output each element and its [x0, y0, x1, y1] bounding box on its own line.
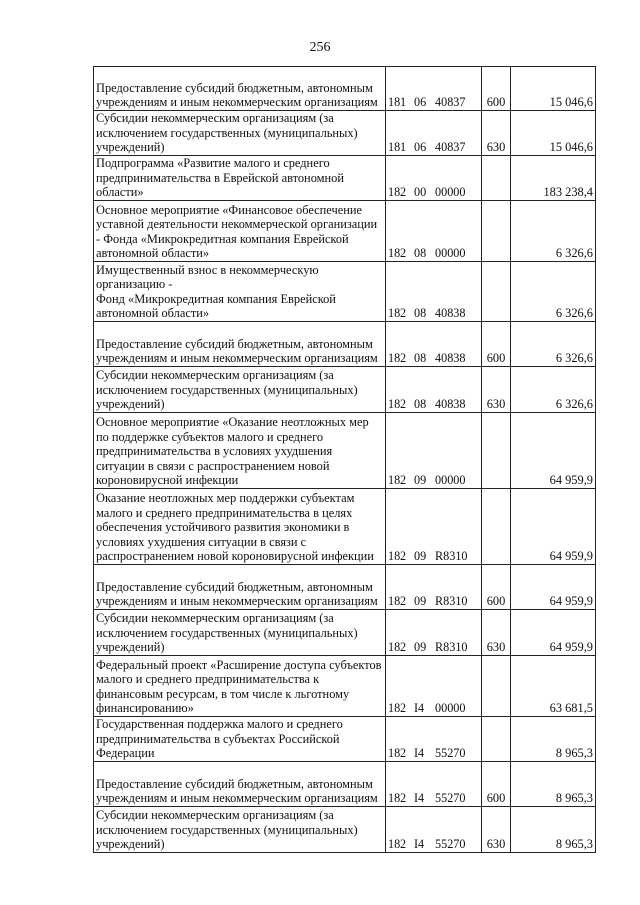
code-part: 55270 — [435, 837, 466, 852]
code-part: 08 — [414, 351, 427, 366]
code-part: 18 — [388, 549, 401, 564]
table-row — [94, 565, 596, 610]
row-name: Подпрограмма «Развитие малого и среднего предпринимательства в Еврейской автономной области» — [94, 156, 386, 201]
code-part: 09 — [414, 473, 427, 488]
code-part: 18 — [388, 791, 401, 806]
row-amount: 6 326,6 — [511, 367, 596, 413]
table-row — [94, 762, 596, 807]
table-row — [94, 201, 596, 262]
code-part: 18 — [388, 95, 401, 110]
code-part: I4 — [414, 837, 425, 852]
table-row — [94, 67, 596, 111]
code-part: 18 — [388, 351, 401, 366]
row-name: Предоставление субсидий бюджетным, автономным учреждениям и иным некоммерческим организациям — [94, 762, 386, 807]
row-expense-type — [482, 489, 511, 565]
row-code — [386, 322, 482, 367]
row-amount: 64 959,9 — [511, 610, 596, 656]
row-amount: 6 326,6 — [511, 262, 596, 322]
code-part: 2 — [400, 640, 407, 655]
row-code — [386, 367, 482, 413]
code-part: 00000 — [435, 185, 466, 200]
code-part: 2 — [400, 397, 407, 412]
code-part: 2 — [400, 549, 407, 564]
code-part: 09 — [414, 640, 427, 655]
code-part: 55270 — [435, 746, 466, 761]
row-code — [386, 807, 482, 853]
code-part: 00 — [414, 185, 427, 200]
code-part: 2 — [400, 837, 407, 852]
row-amount: 6 326,6 — [511, 201, 596, 262]
code-part: 18 — [388, 837, 401, 852]
row-name: Субсидии некоммерческим организациям (за исключением государственных (муниципальных) учреждений) — [94, 111, 386, 156]
row-code — [386, 717, 482, 762]
row-expense-type: 630 — [482, 111, 511, 156]
row-amount: 8 965,3 — [511, 717, 596, 762]
row-amount: 15 046,6 — [511, 111, 596, 156]
code-part: 2 — [400, 351, 407, 366]
row-code — [386, 67, 482, 111]
code-part: 08 — [414, 397, 427, 412]
code-part: 08 — [414, 306, 427, 321]
code-part: 2 — [400, 594, 407, 609]
code-part: 2 — [400, 746, 407, 761]
code-part: 00000 — [435, 473, 466, 488]
table-row — [94, 413, 596, 489]
table-row — [94, 322, 596, 367]
code-part: 18 — [388, 140, 401, 155]
row-amount: 64 959,9 — [511, 565, 596, 610]
row-expense-type: 630 — [482, 367, 511, 413]
table-row — [94, 156, 596, 201]
row-code — [386, 656, 482, 717]
code-part: 2 — [400, 185, 407, 200]
row-name: Федеральный проект «Расширение доступа субъектов малого и среднего предпринимательства к финансовым ресурсам, в том числе к льготному финансированию» — [94, 656, 386, 717]
budget-table-body — [94, 67, 596, 853]
code-part: 55270 — [435, 791, 466, 806]
code-part: 40837 — [435, 95, 466, 110]
row-name: Предоставление субсидий бюджетным, автономным учреждениям и иным некоммерческим организациям — [94, 322, 386, 367]
code-part: 00000 — [435, 246, 466, 261]
table-row — [94, 717, 596, 762]
row-name: Предоставление субсидий бюджетным, автономным учреждениям и иным некоммерческим организациям — [94, 565, 386, 610]
row-name: Государственная поддержка малого и среднего предпринимательства в субъектах Российской Федерации — [94, 717, 386, 762]
code-part: R8310 — [435, 549, 468, 564]
table-row — [94, 262, 596, 322]
row-expense-type — [482, 717, 511, 762]
page-number: 256 — [309, 40, 331, 55]
row-name: Субсидии некоммерческим организациям (за исключением государственных (муниципальных) учреждений) — [94, 610, 386, 656]
budget-table — [93, 66, 596, 853]
row-code — [386, 262, 482, 322]
code-part: 09 — [414, 594, 427, 609]
code-part: 2 — [400, 306, 407, 321]
code-part: 09 — [414, 549, 427, 564]
code-part: 2 — [400, 473, 407, 488]
row-expense-type — [482, 262, 511, 322]
row-amount: 6 326,6 — [511, 322, 596, 367]
code-part: 2 — [400, 246, 407, 261]
code-part: I4 — [414, 701, 425, 716]
code-part: 2 — [400, 701, 407, 716]
code-part: 1 — [400, 95, 407, 110]
code-part: 00000 — [435, 701, 466, 716]
code-part: 06 — [414, 140, 427, 155]
table-row — [94, 489, 596, 565]
code-part: 40838 — [435, 306, 466, 321]
row-amount: 183 238,4 — [511, 156, 596, 201]
code-part: 06 — [414, 95, 427, 110]
table-row — [94, 656, 596, 717]
code-part: 18 — [388, 246, 401, 261]
row-code — [386, 762, 482, 807]
row-code — [386, 201, 482, 262]
row-code — [386, 610, 482, 656]
row-code — [386, 111, 482, 156]
table-row — [94, 610, 596, 656]
row-name: Имущественный взнос в некоммерческую организацию - Фонд «Микрокредитная компания Еврейской автономной области» — [94, 262, 386, 322]
row-amount: 8 965,3 — [511, 762, 596, 807]
code-part: R8310 — [435, 640, 468, 655]
code-part: I4 — [414, 791, 425, 806]
code-part: 08 — [414, 246, 427, 261]
row-name: Субсидии некоммерческим организациям (за исключением государственных (муниципальных) учреждений) — [94, 367, 386, 413]
row-expense-type — [482, 156, 511, 201]
row-expense-type: 600 — [482, 762, 511, 807]
row-code — [386, 156, 482, 201]
code-part: I4 — [414, 746, 425, 761]
code-part: R8310 — [435, 594, 468, 609]
row-expense-type: 600 — [482, 322, 511, 367]
code-part: 18 — [388, 473, 401, 488]
code-part: 40837 — [435, 140, 466, 155]
table-row — [94, 111, 596, 156]
row-code — [386, 413, 482, 489]
row-name: Основное мероприятие «Оказание неотложных мер по поддержке субъектов малого и среднего предпринимательства в условиях ухудшения ситуации в связи с распространением новой короновирусной инфекции — [94, 413, 386, 489]
code-part: 40838 — [435, 397, 466, 412]
row-expense-type — [482, 656, 511, 717]
row-name: Субсидии некоммерческим организациям (за исключением государственных (муниципальных) учреждений) — [94, 807, 386, 853]
row-expense-type: 600 — [482, 565, 511, 610]
code-part: 18 — [388, 746, 401, 761]
row-name: Оказание неотложных мер поддержки субъектам малого и среднего предпринимательства в целях обеспечения устойчивого развития экономики в условиях ухудшения ситуации в связи с распространением новой короновирусной инфекции — [94, 489, 386, 565]
code-part: 1 — [400, 140, 407, 155]
row-expense-type: 600 — [482, 67, 511, 111]
row-amount: 8 965,3 — [511, 807, 596, 853]
code-part: 18 — [388, 594, 401, 609]
code-part: 40838 — [435, 351, 466, 366]
code-part: 18 — [388, 185, 401, 200]
code-part: 18 — [388, 306, 401, 321]
row-amount: 15 046,6 — [511, 67, 596, 111]
row-name: Предоставление субсидий бюджетным, автономным учреждениям и иным некоммерческим организациям — [94, 67, 386, 111]
code-part: 2 — [400, 791, 407, 806]
code-part: 18 — [388, 397, 401, 412]
row-expense-type — [482, 201, 511, 262]
row-name: Основное мероприятие «Финансовое обеспечение уставной деятельности некоммерческой организации - Фонда «Микрокредитная компания Еврейской автономной области» — [94, 201, 386, 262]
row-amount: 64 959,9 — [511, 413, 596, 489]
row-amount: 63 681,5 — [511, 656, 596, 717]
table-row — [94, 807, 596, 853]
row-code — [386, 489, 482, 565]
row-expense-type: 630 — [482, 807, 511, 853]
row-amount: 64 959,9 — [511, 489, 596, 565]
row-code — [386, 565, 482, 610]
row-expense-type: 630 — [482, 610, 511, 656]
code-part: 18 — [388, 640, 401, 655]
table-row — [94, 367, 596, 413]
row-expense-type — [482, 413, 511, 489]
code-part: 18 — [388, 701, 401, 716]
